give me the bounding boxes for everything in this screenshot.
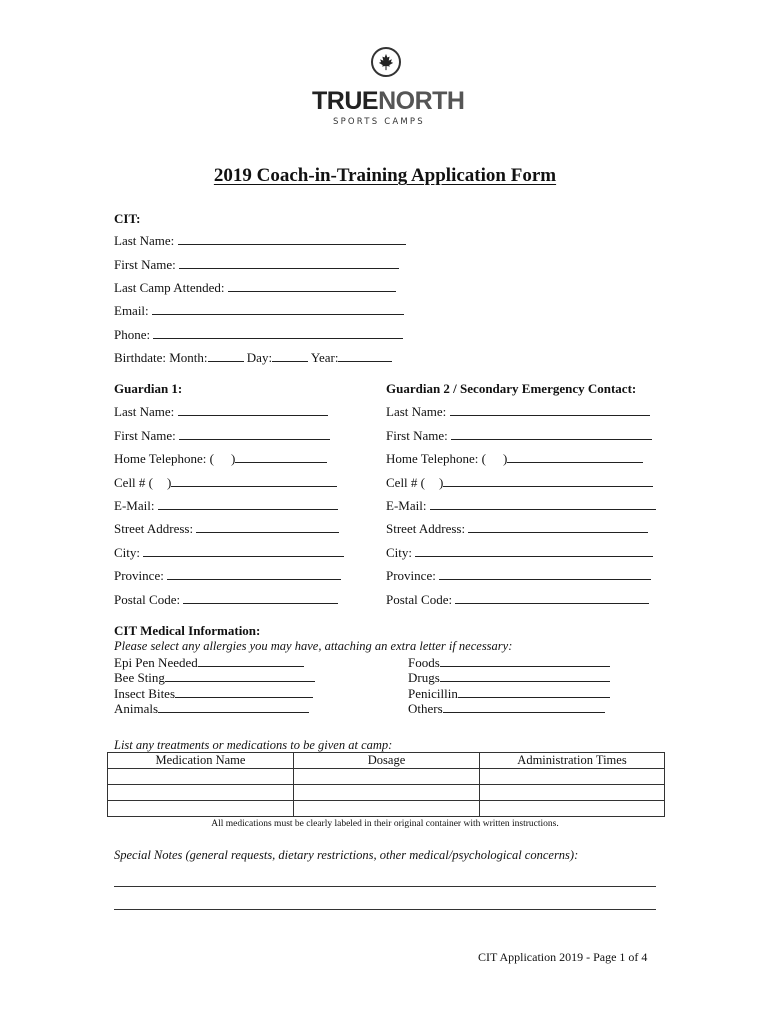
medication-note: All medications must be clearly labeled in their original container with written instructions. [211, 819, 559, 829]
g2-cell-paren: ) [439, 475, 444, 490]
birthdate-year-field[interactable] [338, 350, 392, 362]
g1-home-tel-label: Home Telephone: ( [114, 451, 214, 466]
g2-last-name-label: Last Name: [386, 404, 447, 419]
allergy-others-field[interactable] [443, 701, 605, 713]
g1-cell-paren: ) [167, 475, 172, 490]
g2-home-tel-label: Home Telephone: ( [386, 451, 486, 466]
g1-postal-label: Postal Code: [114, 592, 181, 607]
allergy-insect-bites-field[interactable] [175, 686, 313, 698]
allergy-epipen-label: Epi Pen Needed [114, 655, 198, 670]
allergy-epipen [114, 655, 304, 671]
g2-cell-row [386, 475, 653, 491]
g2-first-name-row [386, 428, 652, 444]
brand-tagline: SPORTS CAMPS [333, 117, 425, 127]
allergy-bee-sting-label: Bee Sting [114, 670, 165, 685]
g2-postal-row [386, 592, 649, 608]
cit-phone-field[interactable] [153, 327, 403, 339]
page-footer: CIT Application 2019 - Page 1 of 4 [478, 950, 648, 964]
g1-province-row [114, 568, 341, 584]
g1-province-field[interactable] [167, 568, 341, 580]
allergy-penicillin [408, 686, 610, 702]
g1-street-label: Street Address: [114, 521, 194, 536]
allergy-epipen-field[interactable] [198, 655, 304, 667]
allergy-others-label: Others [408, 701, 443, 716]
allergy-insect-bites [114, 686, 313, 702]
birthdate-day-field[interactable] [272, 350, 308, 362]
guardian2-heading: Guardian 2 / Secondary Emergency Contact: [386, 381, 637, 396]
g2-cell-field[interactable] [443, 475, 653, 487]
table-cell[interactable] [294, 801, 480, 817]
cit-last-camp-row [114, 280, 396, 296]
g1-home-tel-paren: ) [230, 451, 236, 466]
g1-cell-row [114, 475, 337, 491]
table-row [108, 769, 665, 785]
g1-postal-field[interactable] [183, 592, 338, 604]
g2-street-row [386, 521, 648, 537]
g2-home-tel-paren: ) [502, 451, 508, 466]
table-cell[interactable] [480, 769, 665, 785]
g2-province-label: Province: [386, 568, 436, 583]
cit-phone-label: Phone: [114, 327, 151, 342]
cit-email-field[interactable] [152, 303, 404, 315]
medication-table [107, 752, 665, 817]
brand-wordmark [312, 87, 465, 116]
page-title [0, 165, 770, 187]
g2-home-tel-row [386, 451, 643, 467]
cit-first-name-label: First Name: [114, 257, 176, 272]
g2-home-tel-field[interactable] [507, 451, 643, 463]
g1-email-field[interactable] [158, 498, 338, 510]
medical-instruction: Please select any allergies you may have, attaching an extra letter if necessary: [114, 639, 513, 653]
table-row [108, 785, 665, 801]
g2-first-name-label: First Name: [386, 428, 448, 443]
g1-cell-label: Cell # ( [114, 475, 153, 490]
g2-email-label: E-Mail: [386, 498, 427, 513]
allergy-animals [114, 701, 309, 717]
g2-street-field[interactable] [468, 521, 648, 533]
medication-table-header [108, 753, 665, 769]
table-cell[interactable] [108, 785, 294, 801]
maple-leaf-icon [377, 53, 395, 71]
cit-birthdate-label: Birthdate: [114, 350, 166, 365]
g1-province-label: Province: [114, 568, 164, 583]
g1-street-field[interactable] [196, 521, 339, 533]
g2-last-name-row [386, 404, 650, 420]
g2-cell-label: Cell # ( [386, 475, 425, 490]
cit-last-name-label: Last Name: [114, 233, 175, 248]
allergy-penicillin-field[interactable] [458, 686, 610, 698]
g1-city-row [114, 545, 344, 561]
table-cell[interactable] [294, 785, 480, 801]
cit-last-camp-label: Last Camp Attended: [114, 280, 225, 295]
allergy-others [408, 701, 605, 717]
g1-email-row [114, 498, 338, 514]
g2-email-field[interactable] [430, 498, 656, 510]
table-row [108, 801, 665, 817]
special-notes-line-1[interactable] [114, 886, 656, 887]
special-notes-prompt: Special Notes (general requests, dietary restrictions, other medical/psychological concerns): [114, 848, 579, 862]
header-administration-times: Administration Times [480, 753, 665, 769]
g1-first-name-label: First Name: [114, 428, 176, 443]
g1-cell-field[interactable] [171, 475, 337, 487]
cit-last-camp-field[interactable] [228, 280, 396, 292]
table-cell[interactable] [294, 769, 480, 785]
g1-last-name-row [114, 404, 328, 420]
allergy-foods-field[interactable] [440, 655, 610, 667]
g2-city-label: City: [386, 545, 413, 560]
g2-province-row [386, 568, 651, 584]
cit-email-label: Email: [114, 303, 149, 318]
allergy-penicillin-label: Penicillin [408, 686, 458, 701]
treatments-prompt: List any treatments or medications to be given at camp: [114, 738, 393, 752]
g2-province-field[interactable] [439, 568, 651, 580]
g1-first-name-row [114, 428, 330, 444]
allergy-foods-label: Foods [408, 655, 440, 670]
special-notes-line-2[interactable] [114, 909, 656, 910]
cit-email-row [114, 303, 404, 319]
table-cell[interactable] [480, 785, 665, 801]
birthdate-month-label: Month: [169, 350, 208, 365]
allergy-bee-sting [114, 670, 315, 686]
g1-last-name-label: Last Name: [114, 404, 175, 419]
g2-city-row [386, 545, 653, 561]
g2-postal-label: Postal Code: [386, 592, 453, 607]
g2-email-row [386, 498, 656, 514]
g1-city-field[interactable] [143, 545, 344, 557]
brand-north: NORTH [378, 87, 465, 115]
cit-heading: CIT: [114, 211, 141, 226]
allergy-drugs-field[interactable] [440, 670, 610, 682]
g1-home-tel-row [114, 451, 327, 467]
g2-last-name-field[interactable] [450, 404, 650, 416]
g2-first-name-field[interactable] [451, 428, 652, 440]
allergy-animals-field[interactable] [158, 701, 309, 713]
birthdate-day-label: Day: [246, 350, 273, 365]
cit-first-name-row [114, 257, 399, 273]
g1-street-row [114, 521, 339, 537]
cit-birthdate-row [114, 350, 392, 366]
allergy-drugs-label: Drugs [408, 670, 440, 685]
medical-heading: CIT Medical Information: [114, 623, 261, 638]
header-dosage: Dosage [294, 753, 480, 769]
logo-emblem [371, 47, 401, 77]
g1-home-tel-field[interactable] [235, 451, 327, 463]
g1-city-label: City: [114, 545, 141, 560]
g1-last-name-field[interactable] [178, 404, 328, 416]
g2-postal-field[interactable] [455, 592, 649, 604]
page-title-text: 2019 Coach-in-Training Application Form [213, 165, 557, 186]
g1-email-label: E-Mail: [114, 498, 155, 513]
cit-last-name-row [114, 233, 406, 249]
table-cell[interactable] [108, 801, 294, 817]
g2-street-label: Street Address: [386, 521, 466, 536]
table-cell[interactable] [108, 769, 294, 785]
brand-true: TRUE [312, 87, 379, 115]
guardian1-heading: Guardian 1: [114, 381, 183, 396]
table-cell[interactable] [480, 801, 665, 817]
allergy-animals-label: Animals [114, 701, 159, 716]
allergy-drugs [408, 670, 610, 686]
allergy-insect-bites-label: Insect Bites [114, 686, 176, 701]
g1-first-name-field[interactable] [179, 428, 330, 440]
header-medication-name: Medication Name [108, 753, 294, 769]
cit-last-name-field[interactable] [178, 233, 406, 245]
birthdate-month-field[interactable] [208, 350, 244, 362]
g2-city-field[interactable] [415, 545, 653, 557]
allergy-bee-sting-field[interactable] [165, 670, 315, 682]
birthdate-year-label: Year: [310, 350, 339, 365]
allergy-foods [408, 655, 610, 671]
cit-first-name-field[interactable] [179, 257, 399, 269]
g1-postal-row [114, 592, 338, 608]
cit-phone-row [114, 327, 403, 343]
